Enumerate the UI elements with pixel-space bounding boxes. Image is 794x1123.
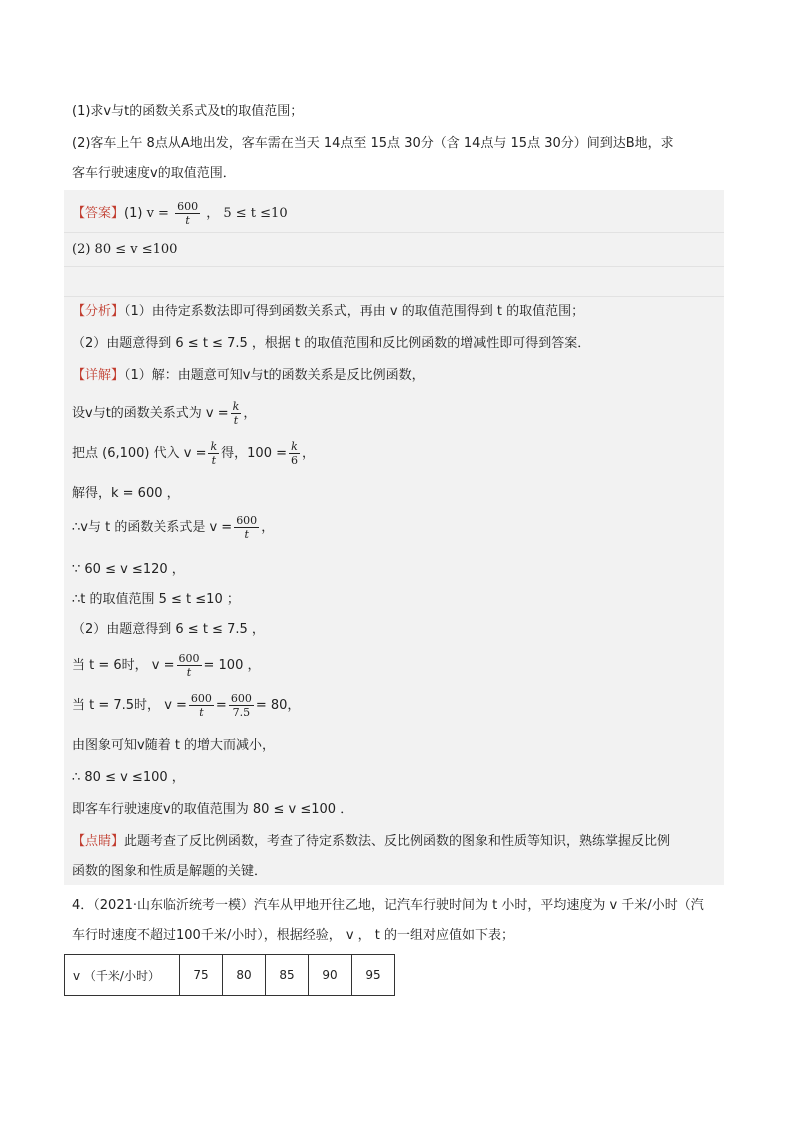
comment-line2: 函数的图象和性质是解题的关键． bbox=[72, 864, 268, 879]
divider bbox=[64, 232, 724, 233]
detail-line1: 【详解】（1）解：由题意可知v与t的函数关系是反比例函数， bbox=[72, 368, 425, 383]
data-table bbox=[64, 954, 395, 996]
table-cell: 75 bbox=[180, 955, 223, 996]
fraction: $\frac{600}{7.5}$ bbox=[230, 692, 252, 719]
analysis-label: 【分析】 bbox=[72, 304, 125, 319]
problem4-line2: 车行时速度不超过100千米/小时），根据经验， v ， t 的一组对应值如下表； bbox=[72, 928, 515, 943]
fraction: $\frac{k}{6}$ bbox=[291, 440, 298, 467]
question-part2-line2: 客车行驶速度v的取值范围． bbox=[72, 166, 236, 181]
table-cell: 95 bbox=[352, 955, 395, 996]
table-cell: 90 bbox=[309, 955, 352, 996]
answer-fraction: $\frac{600}{t}$ bbox=[177, 200, 199, 227]
divider bbox=[64, 266, 724, 267]
detail-line2: 设v与t的函数关系式为 v = $\frac{k}{t}$ ， bbox=[72, 400, 257, 427]
table-row bbox=[65, 955, 395, 996]
detail-line13: 即客车行驶速度v的取值范围为 80 ≤ v ≤100 ． bbox=[72, 802, 354, 817]
comment-label: 【点睛】 bbox=[72, 834, 125, 849]
divider bbox=[64, 296, 724, 297]
fraction: $\frac{600}{t}$ bbox=[178, 652, 200, 679]
detail-line4: 解得，k = 600 ， bbox=[72, 486, 180, 501]
question-part1: (1)求v与t的函数关系式及t的取值范围； bbox=[72, 104, 304, 119]
table-header-cell: v （千米/小时） bbox=[65, 955, 180, 996]
detail-line11: 由图象可知v随着 t 的增大而减小， bbox=[72, 738, 276, 753]
detail-line3: 把点 (6,100) 代入 v = $\frac{k}{t}$ 得，100 = $\frac{k}{6}$ ， bbox=[72, 440, 316, 467]
detail-line8: （2）由题意得到 6 ≤ t ≤ 7.5 ， bbox=[72, 622, 265, 637]
detail-line9: 当 t = 6时， v = $\frac{600}{t}$ = 100 ， bbox=[72, 652, 261, 679]
problem4-line1: 4．（2021·山东临沂统考一模）汽车从甲地开往乙地，记汽车行驶时间为 t 小时，平均速度为 v 千米/小时（汽 bbox=[72, 898, 704, 913]
detail-line10: 当 t = 7.5时， v = $\frac{600}{t}$ = $\frac{600}{7.5}$ = 80， bbox=[72, 692, 301, 719]
answer-range: ， 5 ≤ t ≤10 bbox=[206, 206, 288, 221]
table-cell: 85 bbox=[266, 955, 309, 996]
detail-line7: ∴t 的取值范围 5 ≤ t ≤10 ； bbox=[72, 592, 240, 607]
table-cell: 80 bbox=[223, 955, 266, 996]
detail-line12: ∴ 80 ≤ v ≤100 ， bbox=[72, 770, 185, 785]
fraction: $\frac{600}{t}$ bbox=[190, 692, 212, 719]
question-part2-line1: (2)客车上午 8点从A地出发，客车需在当天 14点至 15点 30分（含 14点与 15点 30分）间到达B地，求 bbox=[72, 136, 674, 151]
answer-line bbox=[72, 200, 288, 228]
detail-label: 【详解】 bbox=[72, 368, 125, 383]
analysis-line1: 【分析】（1）由待定系数法即可得到函数关系式，再由 v 的取值范围得到 t 的取值范围； bbox=[72, 304, 585, 319]
detail-line6: ∵ 60 ≤ v ≤120 ， bbox=[72, 562, 185, 577]
answer-part2: (2) 80 ≤ v ≤100 bbox=[72, 242, 178, 257]
fraction: $\frac{k}{t}$ bbox=[210, 440, 218, 467]
answer-part1-prefix: (1) bbox=[124, 206, 143, 221]
analysis-line2: （2）由题意得到 6 ≤ t ≤ 7.5 ，根据 t 的取值范围和反比例函数的增减性即可得到答案． bbox=[72, 336, 591, 351]
detail-line5: ∴v与 t 的函数关系式是 v = $\frac{600}{t}$ ， bbox=[72, 514, 275, 541]
comment-line1: 【点睛】此题考查了反比例函数，考查了待定系数法、反比例函数的图象和性质等知识，熟练掌握反比例 bbox=[72, 834, 671, 849]
answer-v-eq: v = bbox=[146, 206, 169, 221]
fraction: $\frac{k}{t}$ bbox=[232, 400, 240, 427]
fraction: $\frac{600}{t}$ bbox=[236, 514, 258, 541]
answer-label: 【答案】 bbox=[72, 206, 125, 221]
